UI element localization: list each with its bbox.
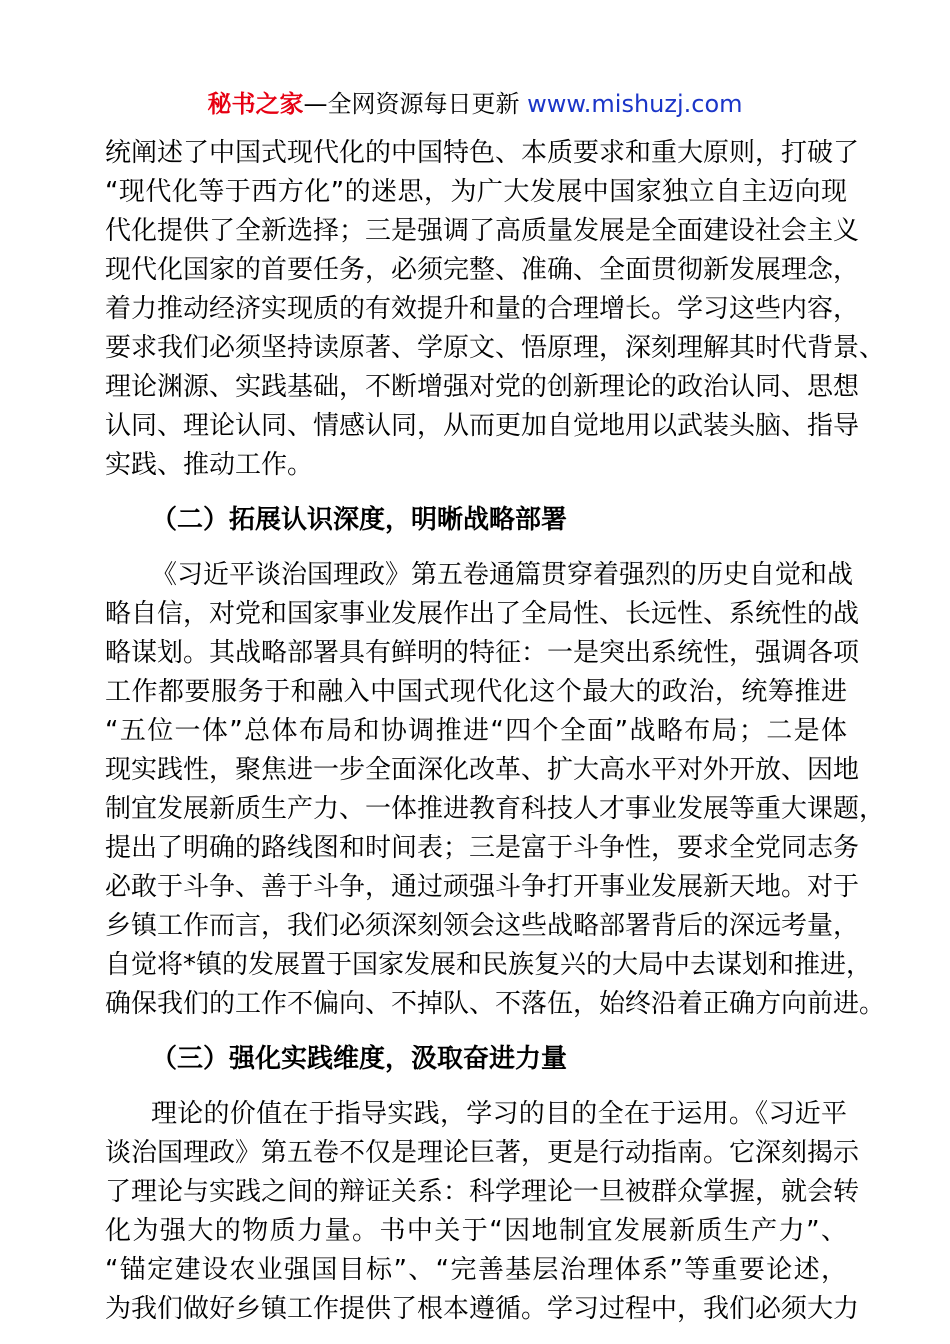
text-line: 理论的价值在于指导实践，学习的目的全在于运用。《习近平 [151, 1099, 847, 1129]
text-line: 认同、理论认同、情感认同，从而更加自觉地用以武装头脑、指导 [105, 411, 860, 441]
text-line: 自觉将*镇的发展置于国家发展和民族复兴的大局中去谋划和推进， [105, 950, 873, 980]
paragraph-1 [105, 134, 886, 485]
text-line: 必敢于斗争、善于斗争，通过顽强斗争打开事业发展新天地。对于 [105, 872, 860, 902]
page-header [0, 88, 950, 120]
header-slogan: —全网资源每日更新 [303, 90, 520, 118]
text-line: 着力推动经济实现质的有效提升和量的合理增长。学习这些内容， [105, 294, 860, 324]
text-line: 现代化国家的首要任务，必须完整、准确、全面贯彻新发展理念， [105, 255, 860, 285]
text-line: “锚定建设农业强国目标”、“完善基层治理体系”等重要论述， [105, 1255, 847, 1285]
text-line: 确保我们的工作不偏向、不掉队、不落伍，始终沿着正确方向前进。 [105, 989, 886, 1019]
text-line: 代化提供了全新选择；三是强调了高质量发展是全面建设社会主义 [105, 216, 860, 246]
text-line: 提出了明确的路线图和时间表；三是富于斗争性，要求全党同志务 [105, 833, 860, 863]
paragraph-2 [105, 556, 886, 1024]
text-line: 工作都要服务于和融入中国式现代化这个最大的政治，统筹推进 [105, 677, 847, 707]
text-line: 要求我们必须坚持读原著、学原文、悟原理，深刻理解其时代背景、 [105, 333, 886, 363]
text-line: 乡镇工作而言，我们必须深刻领会这些战略部署背后的深远考量， [105, 911, 860, 941]
header-brand: 秘书之家 [207, 90, 304, 118]
text-line: 实践、推动工作。 [105, 450, 314, 480]
paragraph-3 [105, 1095, 860, 1329]
text-line: 《习近平谈治国理政》第五卷通篇贯穿着强烈的历史自觉和战 [151, 560, 854, 590]
text-line: 理论渊源、实践基础，不断增强对党的创新理论的政治认同、思想 [105, 372, 860, 402]
text-line: 制宜发展新质生产力、一体推进教育科技人才事业发展等重大课题， [105, 794, 886, 824]
text-line: 化为强大的物质力量。书中关于“因地制宜发展新质生产力”、 [105, 1216, 847, 1246]
text-line: 了理论与实践之间的辩证关系：科学理论一旦被群众掌握，就会转 [105, 1177, 860, 1207]
text-line: 略自信，对党和国家事业发展作出了全局性、长远性、系统性的战 [105, 599, 860, 629]
text-line: “现代化等于西方化”的迷思，为广大发展中国家独立自主迈向现 [105, 177, 847, 207]
text-line: 为我们做好乡镇工作提供了根本遵循。学习过程中，我们必须大力 [105, 1294, 860, 1324]
document-body [105, 134, 886, 1329]
text-line: “五位一体”总体布局和协调推进“四个全面”战略布局；二是体 [105, 716, 847, 746]
section-heading-3: （三）强化实践维度，汲取奋进力量 [151, 1044, 568, 1074]
text-line: 现实践性，聚焦进一步全面深化改革、扩大高水平对外开放、因地 [105, 755, 860, 785]
section-heading-2: （二）拓展认识深度，明晰战略部署 [151, 505, 568, 535]
text-line: 统阐述了中国式现代化的中国特色、本质要求和重大原则，打破了 [105, 138, 860, 168]
text-line: 略谋划。其战略部署具有鲜明的特征：一是突出系统性，强调各项 [105, 638, 860, 668]
text-line: 谈治国理政》第五卷不仅是理论巨著，更是行动指南。它深刻揭示 [105, 1138, 860, 1168]
header-url[interactable]: www.mishuzj.com [527, 90, 743, 118]
